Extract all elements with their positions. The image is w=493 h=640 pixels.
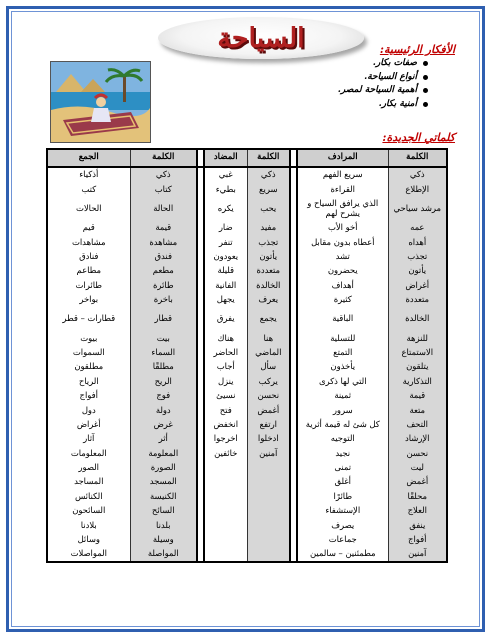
cell-word: يركب	[247, 374, 290, 388]
cell-word: الصورة	[130, 461, 197, 475]
table-row	[47, 221, 447, 235]
cell-synonym: سرور	[297, 403, 388, 417]
cell-antonym: خائفين	[204, 446, 247, 460]
cell-word	[247, 518, 290, 532]
cell-plural: مطاعم	[47, 264, 130, 278]
cell-word: المواصلة	[130, 547, 197, 562]
cell-synonym: يحضرون	[297, 264, 388, 278]
cell-word	[247, 533, 290, 547]
cell-plural: مطلقون	[47, 360, 130, 374]
column-spacer	[290, 278, 297, 292]
column-spacer	[290, 250, 297, 264]
cell-word: الاستمتاع	[388, 346, 447, 360]
cell-word: يعرف	[247, 293, 290, 307]
cell-synonym: أعطاه بدون مقابل	[297, 235, 388, 249]
cell-antonym: اخرجوا	[204, 432, 247, 446]
cell-antonym: نسيئ	[204, 389, 247, 403]
table-row	[47, 374, 447, 388]
table-row	[47, 518, 447, 532]
cell-word: فندق	[130, 250, 197, 264]
cell-word: محلقًا	[388, 489, 447, 503]
cell-plural: وسائل	[47, 533, 130, 547]
new-words-heading: كلماتي الجديدة:	[382, 131, 455, 144]
cell-antonym: غبي	[204, 167, 247, 182]
cell-word: يجمع	[247, 307, 290, 331]
cell-word: آمنين	[247, 446, 290, 460]
cell-word: الإطلاع	[388, 182, 447, 196]
cell-plural: كتب	[47, 182, 130, 196]
cell-word: ادخلوا	[247, 432, 290, 446]
column-spacer	[290, 221, 297, 235]
column-spacer	[197, 149, 204, 167]
cell-plural: أغراض	[47, 417, 130, 431]
column-spacer	[290, 346, 297, 360]
cell-synonym: التوجيه	[297, 432, 388, 446]
column-spacer	[197, 403, 204, 417]
column-spacer	[197, 417, 204, 431]
cell-word: نحسن	[247, 389, 290, 403]
cell-plural: دول	[47, 403, 130, 417]
cell-synonym: جماعات	[297, 533, 388, 547]
column-spacer	[290, 360, 297, 374]
cell-word: الخالدة	[247, 278, 290, 292]
column-spacer	[197, 278, 204, 292]
column-spacer	[197, 250, 204, 264]
cell-plural: آثار	[47, 432, 130, 446]
header-antonym: المضاد	[204, 149, 247, 167]
cell-word: فوج	[130, 389, 197, 403]
table-row	[47, 182, 447, 196]
cell-antonym: فتح	[204, 403, 247, 417]
column-spacer	[197, 264, 204, 278]
cell-word: أفواج	[388, 533, 447, 547]
table-row	[47, 533, 447, 547]
column-spacer	[197, 547, 204, 562]
column-spacer	[290, 518, 297, 532]
table-row	[47, 417, 447, 431]
cell-word: التذكارية	[388, 374, 447, 388]
cell-word: ذكي	[388, 167, 447, 182]
column-spacer	[197, 346, 204, 360]
cell-word: يتلقون	[388, 360, 447, 374]
cell-antonym: ينزل	[204, 374, 247, 388]
table-row	[47, 250, 447, 264]
cell-word: المسجد	[130, 475, 197, 489]
cell-word: نحسن	[388, 446, 447, 460]
cell-antonym	[204, 504, 247, 518]
table-row	[47, 307, 447, 331]
cell-antonym: بطيء	[204, 182, 247, 196]
table-row	[47, 167, 447, 182]
cell-synonym: تمنى	[297, 461, 388, 475]
flying-carpet-illustration	[50, 61, 151, 143]
column-spacer	[197, 235, 204, 249]
cell-word: باخرة	[130, 293, 197, 307]
vocabulary-table	[46, 148, 448, 563]
cell-antonym: ضار	[204, 221, 247, 235]
cell-word: قطار	[130, 307, 197, 331]
table-row	[47, 432, 447, 446]
column-spacer	[290, 389, 297, 403]
column-spacer	[290, 235, 297, 249]
main-ideas-heading: الأفكار الرئيسية:	[379, 43, 455, 56]
column-spacer	[290, 417, 297, 431]
column-spacer	[197, 374, 204, 388]
cell-word: غرض	[130, 417, 197, 431]
main-idea-item: أنواع السياحة.	[197, 71, 417, 85]
column-spacer	[197, 197, 204, 221]
column-spacer	[197, 504, 204, 518]
cell-word: يأتون	[247, 250, 290, 264]
cell-plural: الرياح	[47, 374, 130, 388]
cell-antonym: يفرق	[204, 307, 247, 331]
table-row	[47, 293, 447, 307]
column-spacer	[197, 307, 204, 331]
cell-synonym: الإستشفاء	[297, 504, 388, 518]
cell-word	[247, 489, 290, 503]
cell-synonym: كثيرة	[297, 293, 388, 307]
column-spacer	[197, 293, 204, 307]
cell-plural: المواصلات	[47, 547, 130, 562]
cell-word: متعة	[388, 403, 447, 417]
header-word-3: الكلمة	[130, 149, 197, 167]
cell-synonym: تشد	[297, 250, 388, 264]
cell-synonym: يصرف	[297, 518, 388, 532]
column-spacer	[290, 374, 297, 388]
cell-word: قيمة	[388, 389, 447, 403]
column-spacer	[197, 221, 204, 235]
cell-synonym: التمتع	[297, 346, 388, 360]
cell-plural: الصور	[47, 461, 130, 475]
cell-plural: فنادق	[47, 250, 130, 264]
header-synonym: المرادف	[297, 149, 388, 167]
cell-synonym: التي لها ذكرى	[297, 374, 388, 388]
column-spacer	[290, 432, 297, 446]
header-plural: الجمع	[47, 149, 130, 167]
column-spacer	[197, 360, 204, 374]
cell-word: الخالدة	[388, 307, 447, 331]
cell-plural: السموات	[47, 346, 130, 360]
column-spacer	[290, 504, 297, 518]
cell-antonym: يكره	[204, 197, 247, 221]
cell-antonym	[204, 461, 247, 475]
header-word-2: الكلمة	[247, 149, 290, 167]
table-header-row	[47, 149, 447, 167]
cell-plural: السائحون	[47, 504, 130, 518]
column-spacer	[290, 331, 297, 345]
cell-word: بلدنا	[130, 518, 197, 532]
cell-word: سأل	[247, 360, 290, 374]
column-spacer	[197, 167, 204, 182]
cell-synonym: سريع الفهم	[297, 167, 388, 182]
table-row	[47, 489, 447, 503]
column-spacer	[197, 389, 204, 403]
column-spacer	[290, 167, 297, 182]
main-idea-item: أمنية بكار.	[197, 98, 417, 112]
column-spacer	[197, 518, 204, 532]
cell-word: عمه	[388, 221, 447, 235]
cell-word: مرشد سياحي	[388, 197, 447, 221]
cell-antonym	[204, 533, 247, 547]
cell-word: مفيد	[247, 221, 290, 235]
column-spacer	[290, 293, 297, 307]
flying-carpet-illustration-svg	[51, 62, 150, 142]
cell-synonym: للتسلية	[297, 331, 388, 345]
table-row	[47, 197, 447, 221]
cell-word: آمنين	[388, 547, 447, 562]
cell-antonym: أجاب	[204, 360, 247, 374]
cell-plural: المعلومات	[47, 446, 130, 460]
cell-word: مطعم	[130, 264, 197, 278]
cell-word: تجذب	[247, 235, 290, 249]
column-spacer	[290, 307, 297, 331]
column-spacer	[197, 533, 204, 547]
cell-word	[247, 475, 290, 489]
cell-word: للنزهة	[388, 331, 447, 345]
cell-plural: بلادنا	[47, 518, 130, 532]
cell-plural: طائرات	[47, 278, 130, 292]
column-spacer	[290, 403, 297, 417]
cell-synonym: ثمينة	[297, 389, 388, 403]
cell-word: المعلومة	[130, 446, 197, 460]
cell-synonym: كل شئ له قيمة أثرية	[297, 417, 388, 431]
cell-antonym: قليلة	[204, 264, 247, 278]
cell-synonym: نجيد	[297, 446, 388, 460]
cell-word	[247, 461, 290, 475]
table-body	[47, 167, 447, 562]
cell-synonym: مطمئنين – سالمين	[297, 547, 388, 562]
cell-word: السائح	[130, 504, 197, 518]
table-row	[47, 403, 447, 417]
column-spacer	[197, 446, 204, 460]
table-row	[47, 278, 447, 292]
table-row	[47, 504, 447, 518]
column-spacer	[290, 489, 297, 503]
cell-synonym: أهداف	[297, 278, 388, 292]
cell-word: بيت	[130, 331, 197, 345]
cell-word: العلاج	[388, 504, 447, 518]
cell-synonym: أغلق	[297, 475, 388, 489]
cell-word: أثر	[130, 432, 197, 446]
cell-word: التحف	[388, 417, 447, 431]
cell-antonym: الحاضر	[204, 346, 247, 360]
cell-word: أغمض	[388, 475, 447, 489]
column-spacer	[197, 489, 204, 503]
cell-word: دولة	[130, 403, 197, 417]
cell-synonym: أخو الأب	[297, 221, 388, 235]
column-spacer	[290, 475, 297, 489]
column-spacer	[290, 264, 297, 278]
cell-synonym: القراءة	[297, 182, 388, 196]
cell-word: يأتون	[388, 264, 447, 278]
cell-word: سريع	[247, 182, 290, 196]
cell-word	[247, 547, 290, 562]
column-spacer	[290, 446, 297, 460]
cell-word: أغراض	[388, 278, 447, 292]
cell-word: متعددة	[388, 293, 447, 307]
main-idea-item: صفات بكار.	[197, 57, 417, 71]
cell-antonym	[204, 475, 247, 489]
cell-plural: الحالات	[47, 197, 130, 221]
cell-antonym	[204, 489, 247, 503]
cell-word: وسيلة	[130, 533, 197, 547]
cell-synonym: طائرًا	[297, 489, 388, 503]
table-row	[47, 331, 447, 345]
table-row	[47, 461, 447, 475]
cell-word: ينفق	[388, 518, 447, 532]
cell-plural: مشاهدات	[47, 235, 130, 249]
column-spacer	[197, 331, 204, 345]
cell-word: متعددة	[247, 264, 290, 278]
column-spacer	[197, 182, 204, 196]
cell-synonym: يأخذون	[297, 360, 388, 374]
main-ideas-list	[197, 57, 431, 111]
cell-plural: الكنائس	[47, 489, 130, 503]
cell-word: الكنيسة	[130, 489, 197, 503]
cell-word: ليت	[388, 461, 447, 475]
cell-word: كتاب	[130, 182, 197, 196]
column-spacer	[290, 547, 297, 562]
table-row	[47, 475, 447, 489]
cell-plural: بواخر	[47, 293, 130, 307]
column-spacer	[197, 432, 204, 446]
main-idea-item: أهمية السياحة لمصر.	[197, 84, 417, 98]
cell-plural: المساجد	[47, 475, 130, 489]
cell-word: الريح	[130, 374, 197, 388]
table-row	[47, 235, 447, 249]
cell-synonym: الباقية	[297, 307, 388, 331]
cell-word: ارتفع	[247, 417, 290, 431]
cell-antonym	[204, 547, 247, 562]
column-spacer	[290, 149, 297, 167]
cell-plural: أفواج	[47, 389, 130, 403]
column-spacer	[290, 461, 297, 475]
cell-plural: بيوت	[47, 331, 130, 345]
cell-synonym: الذي يرافق السياح و يشرح لهم	[297, 197, 388, 221]
cell-antonym	[204, 518, 247, 532]
cell-word: أغمض	[247, 403, 290, 417]
page-title: السياحة	[217, 22, 305, 54]
cell-word: قيمة	[130, 221, 197, 235]
column-spacer	[290, 533, 297, 547]
column-spacer	[197, 461, 204, 475]
column-spacer	[197, 475, 204, 489]
cell-plural: قيم	[47, 221, 130, 235]
cell-word: الماضي	[247, 346, 290, 360]
cell-plural: قطارات – قطر	[47, 307, 130, 331]
cell-plural: أذكياء	[47, 167, 130, 182]
cell-word: طائرة	[130, 278, 197, 292]
cell-word: مطلقًا	[130, 360, 197, 374]
table-row	[47, 547, 447, 562]
cell-word: تجذب	[388, 250, 447, 264]
cell-antonym: انخفض	[204, 417, 247, 431]
table-row	[47, 346, 447, 360]
table-row	[47, 446, 447, 460]
cell-word: الإرشاد	[388, 432, 447, 446]
cell-antonym: هناك	[204, 331, 247, 345]
header-word-1: الكلمة	[388, 149, 447, 167]
table-row	[47, 389, 447, 403]
cell-word: السماء	[130, 346, 197, 360]
cell-antonym: يعودون	[204, 250, 247, 264]
cell-word	[247, 504, 290, 518]
cell-word: أهداه	[388, 235, 447, 249]
cell-word: ذكي	[130, 167, 197, 182]
cell-antonym: يجهل	[204, 293, 247, 307]
cell-word: يحب	[247, 197, 290, 221]
cell-word: الحالة	[130, 197, 197, 221]
cell-word: ذكي	[247, 167, 290, 182]
column-spacer	[290, 197, 297, 221]
column-spacer	[290, 182, 297, 196]
table-row	[47, 264, 447, 278]
cell-word: هنا	[247, 331, 290, 345]
table-row	[47, 360, 447, 374]
cell-antonym: الفانية	[204, 278, 247, 292]
cell-antonym: تنفر	[204, 235, 247, 249]
cell-word: مشاهدة	[130, 235, 197, 249]
